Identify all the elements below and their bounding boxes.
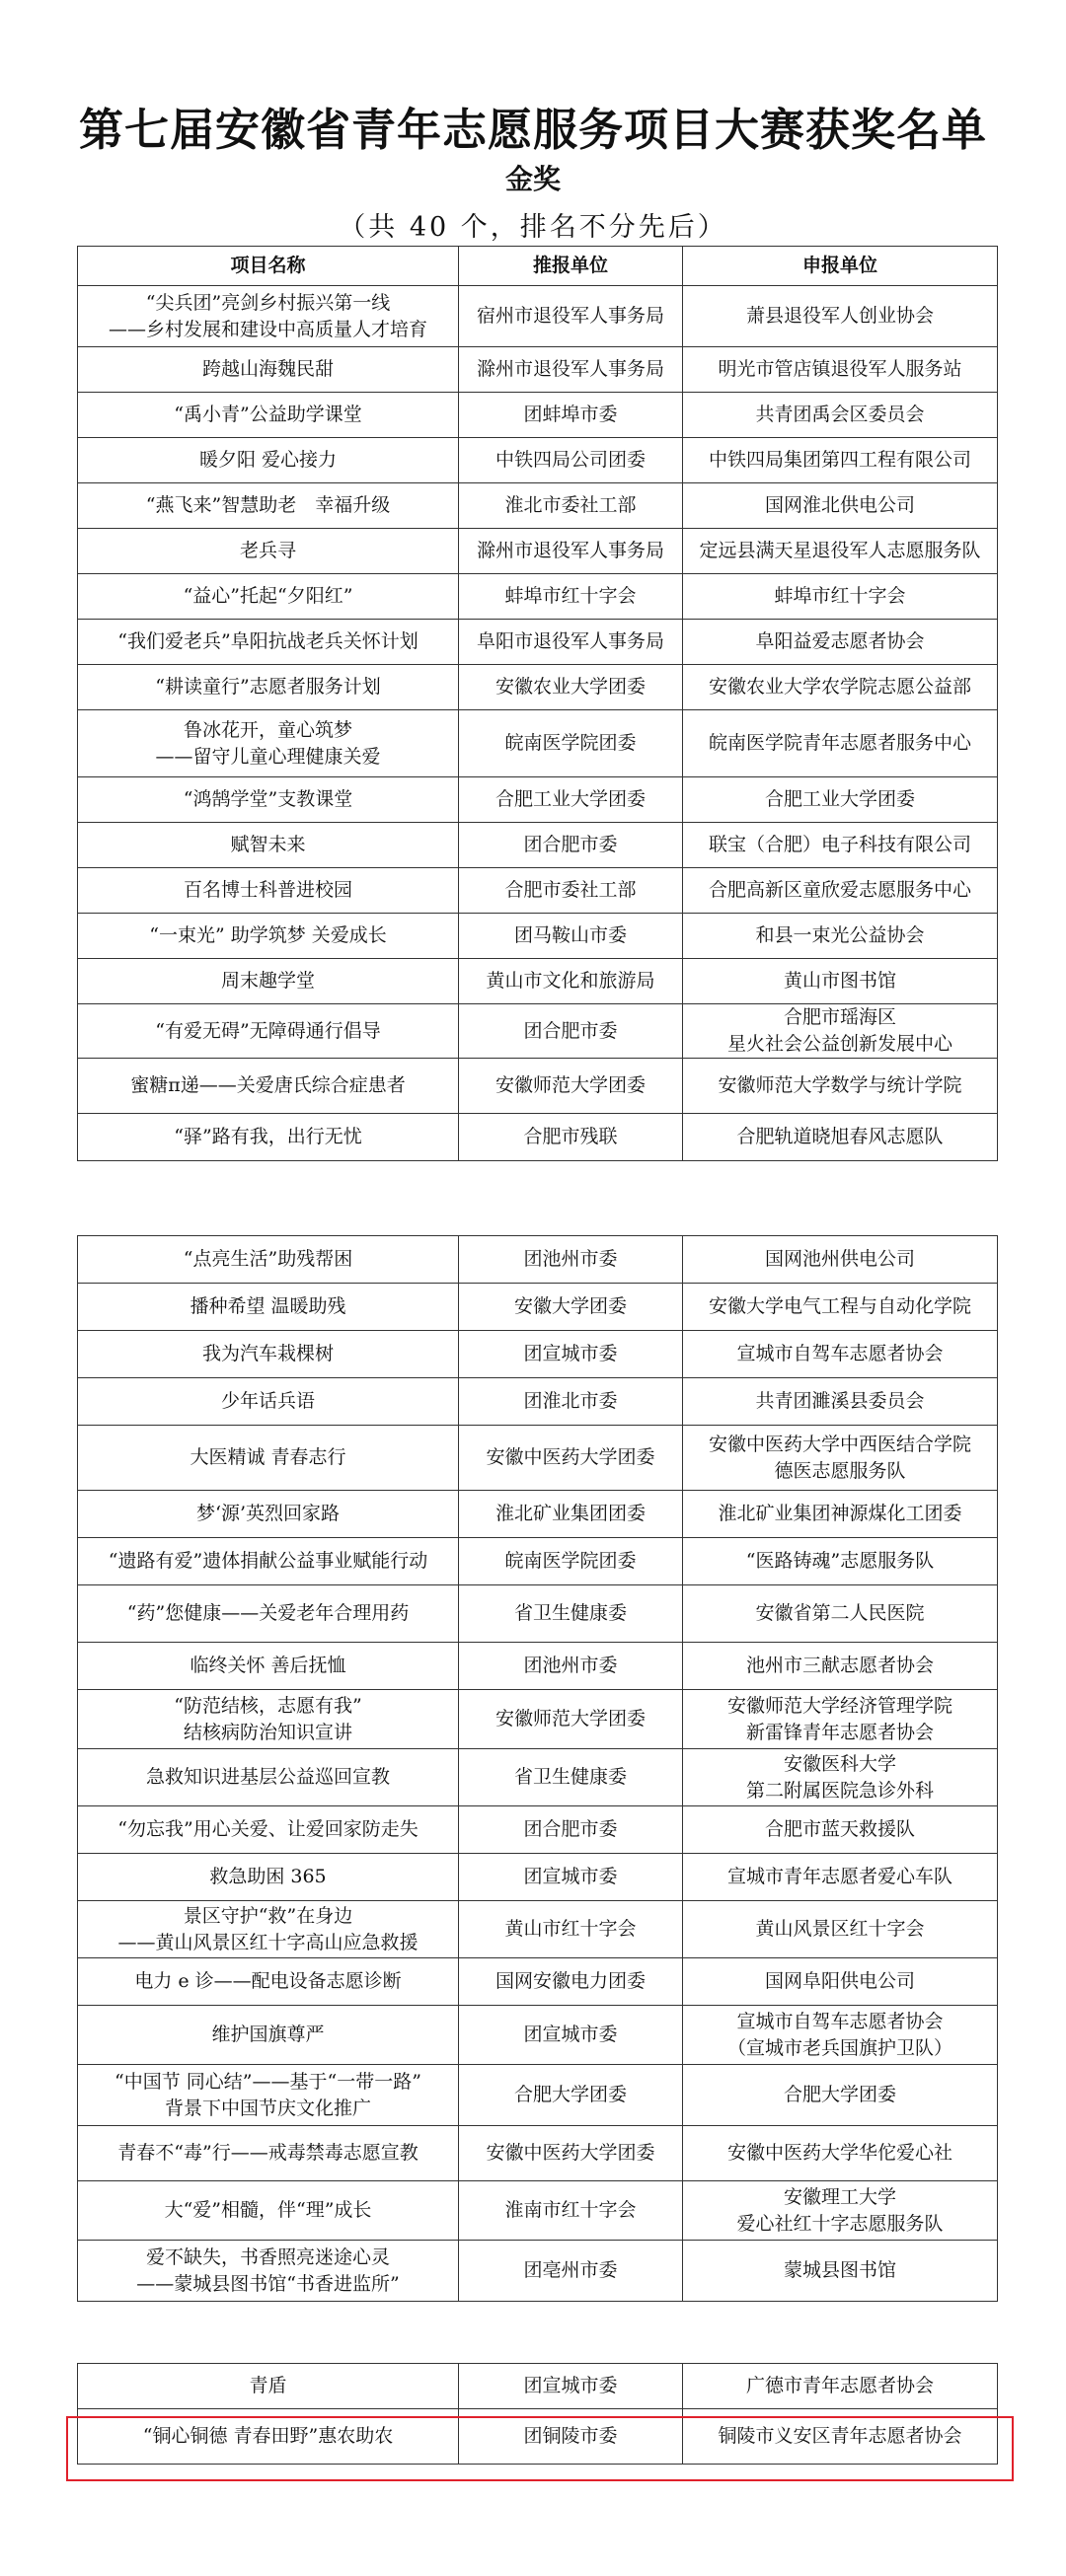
count-note: （共 40 个，排名不分先后） — [339, 212, 727, 243]
cell-project-name: “铜心铜德 青春田野”惠农助农 — [78, 2409, 459, 2465]
table-row — [78, 2364, 998, 2409]
cell-project-name: “鸿鹄学堂”支教课堂 — [78, 777, 459, 823]
cell-recommending-unit: 团池州市委 — [459, 1236, 683, 1284]
cell-project-name: 景区守护“救”在身边 ——黄山风景区红十字高山应急救援 — [78, 1901, 459, 1958]
cell-recommending-unit: 淮北市委社工部 — [459, 483, 683, 529]
table-row — [78, 529, 998, 574]
table-row — [78, 1114, 998, 1161]
cell-recommending-unit: 团合肥市委 — [459, 1806, 683, 1854]
cell-applying-unit: 明光市管店镇退役军人服务站 — [683, 347, 998, 393]
cell-project-name: 梦‘源’英烈回家路 — [78, 1491, 459, 1538]
cell-project-name: “中国节 同心结”——基于“一带一路” 背景下中国节庆文化推广 — [78, 2065, 459, 2126]
table-row — [78, 1284, 998, 1331]
highlight-box — [66, 2416, 1014, 2481]
table-row — [78, 1426, 998, 1491]
cell-applying-unit: 合肥高新区童欣爱志愿服务中心 — [683, 868, 998, 914]
cell-project-name: “一束光” 助学筑梦 关爱成长 — [78, 914, 459, 959]
cell-recommending-unit: 黄山市红十字会 — [459, 1901, 683, 1958]
cell-project-name: “益心”托起“夕阳红” — [78, 574, 459, 620]
cell-project-name: “药”您健康——关爱老年合理用药 — [78, 1585, 459, 1643]
cell-project-name: “勿忘我”用心关爱、让爱回家防走失 — [78, 1806, 459, 1854]
cell-project-name: 暖夕阳 爱心接力 — [78, 438, 459, 483]
cell-applying-unit: 和县一束光公益协会 — [683, 914, 998, 959]
cell-applying-unit: 皖南医学院青年志愿者服务中心 — [683, 710, 998, 777]
cell-recommending-unit: 安徽师范大学团委 — [459, 1690, 683, 1749]
cell-project-name: “尖兵团”亮剑乡村振兴第一线 ——乡村发展和建设中高质量人才培育 — [78, 286, 459, 347]
cell-project-name: 鲁冰花开，童心筑梦 ——留守儿童心理健康关爱 — [78, 710, 459, 777]
cell-project-name: 青春不“毒”行——戒毒禁毒志愿宣教 — [78, 2126, 459, 2181]
cell-recommending-unit: 安徽中医药大学团委 — [459, 2126, 683, 2181]
cell-applying-unit: 蒙城县图书馆 — [683, 2241, 998, 2302]
table-row — [78, 483, 998, 529]
cell-project-name: 急救知识进基层公益巡回宣教 — [78, 1749, 459, 1806]
cell-applying-unit: 国网阜阳供电公司 — [683, 1958, 998, 2006]
table-row — [78, 665, 998, 710]
cell-recommending-unit: 滁州市退役军人事务局 — [459, 529, 683, 574]
cell-applying-unit: 宣城市青年志愿者爱心车队 — [683, 1854, 998, 1901]
cell-project-name: 我为汽车栽棵树 — [78, 1331, 459, 1378]
cell-recommending-unit: 国网安徽电力团委 — [459, 1958, 683, 2006]
cell-applying-unit: 宣城市自驾车志愿者协会 — [683, 1331, 998, 1378]
cell-project-name: 维护国旗尊严 — [78, 2006, 459, 2065]
table-row — [78, 914, 998, 959]
header-recommending-unit: 推报单位 — [459, 247, 683, 286]
cell-recommending-unit: 团宣城市委 — [459, 1854, 683, 1901]
cell-applying-unit: 安徽中医药大学中西医结合学院 德医志愿服务队 — [683, 1426, 998, 1491]
table-row — [78, 2065, 998, 2126]
table1-body — [78, 286, 998, 1161]
cell-recommending-unit: 皖南医学院团委 — [459, 710, 683, 777]
cell-applying-unit: 池州市三献志愿者协会 — [683, 1643, 998, 1690]
cell-project-name: 青盾 — [78, 2364, 459, 2409]
cell-applying-unit: 中铁四局集团第四工程有限公司 — [683, 438, 998, 483]
cell-recommending-unit: 阜阳市退役军人事务局 — [459, 620, 683, 665]
cell-project-name: 大“爱”相髓，伴“理”成长 — [78, 2181, 459, 2241]
cell-applying-unit: 合肥市瑶海区 星火社会公益创新发展中心 — [683, 1004, 998, 1059]
cell-applying-unit: “医路铸魂”志愿服务队 — [683, 1538, 998, 1585]
cell-applying-unit: 淮北矿业集团神源煤化工团委 — [683, 1491, 998, 1538]
cell-applying-unit: 共青团禹会区委员会 — [683, 393, 998, 438]
cell-applying-unit: 萧县退役军人创业协会 — [683, 286, 998, 347]
cell-recommending-unit: 安徽农业大学团委 — [459, 665, 683, 710]
cell-project-name: “禹小青”公益助学课堂 — [78, 393, 459, 438]
cell-recommending-unit: 团马鞍山市委 — [459, 914, 683, 959]
cell-applying-unit: 蚌埠市红十字会 — [683, 574, 998, 620]
cell-recommending-unit: 皖南医学院团委 — [459, 1538, 683, 1585]
cell-recommending-unit: 淮北矿业集团团委 — [459, 1491, 683, 1538]
cell-applying-unit: 宣城市自驾车志愿者协会 （宣城市老兵国旗护卫队） — [683, 2006, 998, 2065]
cell-project-name: “耕读童行”志愿者服务计划 — [78, 665, 459, 710]
cell-applying-unit: 国网淮北供电公司 — [683, 483, 998, 529]
cell-applying-unit: 广德市青年志愿者协会 — [683, 2364, 998, 2409]
cell-applying-unit: 安徽师范大学经济管理学院 新雷锋青年志愿者协会 — [683, 1690, 998, 1749]
table-row — [78, 1643, 998, 1690]
cell-project-name: 跨越山海魏民甜 — [78, 347, 459, 393]
cell-recommending-unit: 团合肥市委 — [459, 1004, 683, 1059]
table-row — [78, 1004, 998, 1059]
cell-project-name: 少年话兵语 — [78, 1378, 459, 1426]
cell-recommending-unit: 团合肥市委 — [459, 823, 683, 868]
table-row — [78, 2241, 998, 2302]
cell-applying-unit: 合肥轨道晓旭春风志愿队 — [683, 1114, 998, 1161]
cell-recommending-unit: 淮南市红十字会 — [459, 2181, 683, 2241]
cell-applying-unit: 合肥大学团委 — [683, 2065, 998, 2126]
cell-recommending-unit: 中铁四局公司团委 — [459, 438, 683, 483]
cell-applying-unit: 安徽农业大学农学院志愿公益部 — [683, 665, 998, 710]
cell-recommending-unit: 团亳州市委 — [459, 2241, 683, 2302]
cell-project-name: 爱不缺失，书香照亮迷途心灵 ——蒙城县图书馆“书香进监所” — [78, 2241, 459, 2302]
cell-applying-unit: 黄山市图书馆 — [683, 959, 998, 1004]
cell-recommending-unit: 合肥市残联 — [459, 1114, 683, 1161]
cell-applying-unit: 国网池州供电公司 — [683, 1236, 998, 1284]
award-level-heading: 金奖 — [504, 163, 561, 195]
cell-applying-unit: 合肥工业大学团委 — [683, 777, 998, 823]
cell-project-name: 电力 e 诊——配电设备志愿诊断 — [78, 1958, 459, 2006]
cell-recommending-unit: 合肥市委社工部 — [459, 868, 683, 914]
cell-recommending-unit: 合肥工业大学团委 — [459, 777, 683, 823]
table-row — [78, 1690, 998, 1749]
cell-recommending-unit: 安徽大学团委 — [459, 1284, 683, 1331]
table-row — [78, 1854, 998, 1901]
cell-project-name: 播种希望 温暖助残 — [78, 1284, 459, 1331]
table-row — [78, 1378, 998, 1426]
cell-project-name: “我们爱老兵”阜阳抗战老兵关怀计划 — [78, 620, 459, 665]
table-row — [78, 959, 998, 1004]
award-table-part-1 — [77, 246, 998, 1161]
cell-applying-unit: 安徽医科大学 第二附属医院急诊外科 — [683, 1749, 998, 1806]
cell-project-name: 临终关怀 善后抚恤 — [78, 1643, 459, 1690]
cell-recommending-unit: 安徽师范大学团委 — [459, 1059, 683, 1114]
table-row — [78, 823, 998, 868]
cell-recommending-unit: 合肥大学团委 — [459, 2065, 683, 2126]
cell-project-name: “防范结核，志愿有我” 结核病防治知识宣讲 — [78, 1690, 459, 1749]
table-row — [78, 1491, 998, 1538]
cell-recommending-unit: 团宣城市委 — [459, 1331, 683, 1378]
table-row — [78, 710, 998, 777]
cell-applying-unit: 安徽师范大学数学与统计学院 — [683, 1059, 998, 1114]
table-row — [78, 1331, 998, 1378]
table-row — [78, 1538, 998, 1585]
header-project-name: 项目名称 — [78, 247, 459, 286]
cell-project-name: 蜜糖π递——关爱唐氏综合症患者 — [78, 1059, 459, 1114]
table-row — [78, 286, 998, 347]
cell-applying-unit: 共青团濉溪县委员会 — [683, 1378, 998, 1426]
cell-applying-unit: 安徽大学电气工程与自动化学院 — [683, 1284, 998, 1331]
award-table-part-2 — [77, 1235, 998, 2302]
table-row — [78, 2006, 998, 2065]
table-row — [78, 574, 998, 620]
cell-recommending-unit: 团淮北市委 — [459, 1378, 683, 1426]
cell-applying-unit: 安徽中医药大学华佗爱心社 — [683, 2126, 998, 2181]
cell-project-name: “燕飞来”智慧助老 幸福升级 — [78, 483, 459, 529]
cell-recommending-unit: 团蚌埠市委 — [459, 393, 683, 438]
table-row — [78, 620, 998, 665]
table-row — [78, 393, 998, 438]
cell-recommending-unit: 团铜陵市委 — [459, 2409, 683, 2465]
cell-project-name: 老兵寻 — [78, 529, 459, 574]
cell-project-name: 百名博士科普进校园 — [78, 868, 459, 914]
cell-recommending-unit: 团宣城市委 — [459, 2364, 683, 2409]
cell-recommending-unit: 宿州市退役军人事务局 — [459, 286, 683, 347]
cell-applying-unit: 安徽理工大学 爱心社红十字志愿服务队 — [683, 2181, 998, 2241]
table-row — [78, 1059, 998, 1114]
cell-project-name: 周末趣学堂 — [78, 959, 459, 1004]
cell-applying-unit: 联宝（合肥）电子科技有限公司 — [683, 823, 998, 868]
cell-recommending-unit: 安徽中医药大学团委 — [459, 1426, 683, 1491]
cell-project-name: 救急助困 365 — [78, 1854, 459, 1901]
table-row — [78, 1585, 998, 1643]
cell-project-name: “点亮生活”助残帮困 — [78, 1236, 459, 1284]
cell-project-name: 赋智未来 — [78, 823, 459, 868]
cell-applying-unit: 定远县满天星退役军人志愿服务队 — [683, 529, 998, 574]
cell-project-name: “有爱无碍”无障碍通行倡导 — [78, 1004, 459, 1059]
table-row — [78, 1806, 998, 1854]
cell-applying-unit: 安徽省第二人民医院 — [683, 1585, 998, 1643]
table-row — [78, 347, 998, 393]
cell-recommending-unit: 省卫生健康委 — [459, 1749, 683, 1806]
cell-recommending-unit: 团宣城市委 — [459, 2006, 683, 2065]
table-row — [78, 868, 998, 914]
cell-applying-unit: 黄山风景区红十字会 — [683, 1901, 998, 1958]
cell-recommending-unit: 黄山市文化和旅游局 — [459, 959, 683, 1004]
cell-recommending-unit: 省卫生健康委 — [459, 1585, 683, 1643]
cell-project-name: “遗路有爱”遗体捐献公益事业赋能行动 — [78, 1538, 459, 1585]
table-row — [78, 438, 998, 483]
table-row — [78, 1236, 998, 1284]
table-row — [78, 1901, 998, 1958]
table-row — [78, 1749, 998, 1806]
cell-applying-unit: 铜陵市义安区青年志愿者协会 — [683, 2409, 998, 2465]
table-row — [78, 777, 998, 823]
table2-body — [78, 1236, 998, 2302]
cell-recommending-unit: 滁州市退役军人事务局 — [459, 347, 683, 393]
table-row — [78, 2181, 998, 2241]
cell-recommending-unit: 团池州市委 — [459, 1643, 683, 1690]
table-row — [78, 1958, 998, 2006]
cell-applying-unit: 合肥市蓝天救援队 — [683, 1806, 998, 1854]
cell-project-name: 大医精诚 青春志行 — [78, 1426, 459, 1491]
cell-applying-unit: 阜阳益爱志愿者协会 — [683, 620, 998, 665]
header-applying-unit: 申报单位 — [683, 247, 998, 286]
page-title: 第七届安徽省青年志愿服务项目大赛获奖名单 — [78, 104, 987, 156]
table-row — [78, 2126, 998, 2181]
cell-recommending-unit: 蚌埠市红十字会 — [459, 574, 683, 620]
cell-project-name: “驿”路有我，出行无忧 — [78, 1114, 459, 1161]
